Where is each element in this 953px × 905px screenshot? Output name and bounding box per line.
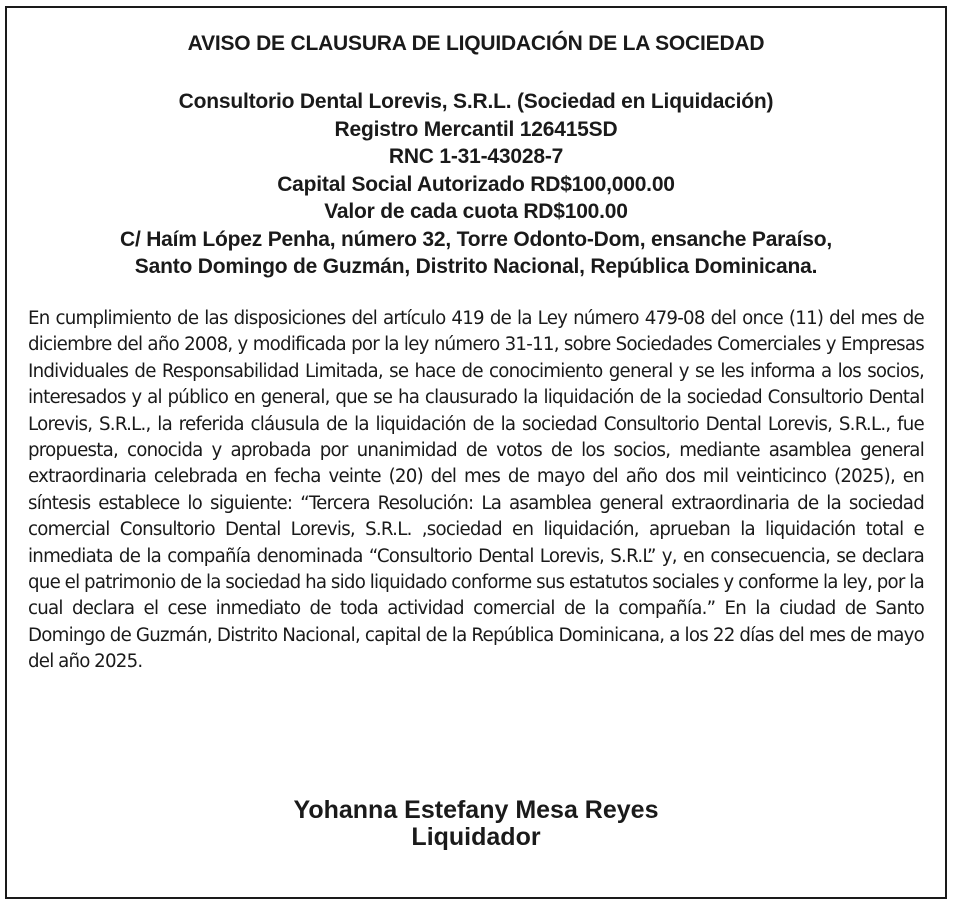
company-name-line: Consultorio Dental Lorevis, S.R.L. (Sociedad en Liquidación) — [178, 90, 774, 113]
notice-title: AVISO DE CLAUSURA DE LIQUIDACIÓN DE LA SOCIEDAD — [187, 32, 765, 55]
address-line-1: C/ Haím López Penha, número 32, Torre Odonto-Dom, ensanche Paraíso, — [119, 227, 833, 251]
notice-body: En cumplimiento de las disposiciones del artículo 419 de la Ley número 479-08 del once (11) del mes de diciembre del año 2008, y modificada por la ley número 31-11, sobre Sociedades Comerciales y Empresas Individuales de Responsabilidad Limitada, se hace de conocimiento general y se les informa a los socios, interesados y al público en general, que se ha clausurado la liquidación de la sociedad Consultorio Dental Lorevis, S.R.L., la referida cláusula de la liquidación de la sociedad Consultorio Dental Lorevis, S.R.L., fue propuesta, conocida y aprobada por unanimidad de votos de los socios, mediante asamblea general extraordinaria celebrada en fecha veinte (20) del mes de mayo del año dos mil veinticinco (2025), en síntesis establece lo siguiente: “Tercera Resolución: La asamblea general extraordinaria de la sociedad comercial Consultorio Dental Lorevis, S.R.L. ,sociedad en liquidación, aprueban la liquidación total e inmediata de la compañía denominada “Consultorio Dental Lorevis, S.R.L” y, en consecuencia, se declara que el patrimonio de la sociedad ha sido liquidado conforme sus estatutos sociales y conforme la ley, por la cual declara el cese inmediato de toda actividad comercial de la compañía.” En la ciudad de Santo Domingo de Guzmán, Distrito Nacional, capital de la República Dominicana, a los 22 días del mes de mayo del año 2025. — [28, 308, 924, 673]
signatory-name: Yohanna Estefany Mesa Reyes — [293, 796, 659, 824]
registry-line: Registro Mercantil 126415SD — [334, 117, 618, 141]
quota-value-line: Valor de cada cuota RD$100.00 — [324, 200, 628, 223]
company-header — [17, 88, 935, 281]
signatory-role: Liquidador — [411, 823, 541, 851]
address-line-2: Santo Domingo de Guzmán, Distrito Nacional, República Dominicana. — [134, 255, 818, 278]
legal-notice — [5, 6, 947, 899]
capital-line: Capital Social Autorizado RD$100,000.00 — [277, 172, 675, 196]
rnc-line: RNC 1-31-43028-7 — [388, 145, 564, 168]
signature-block — [7, 797, 945, 851]
